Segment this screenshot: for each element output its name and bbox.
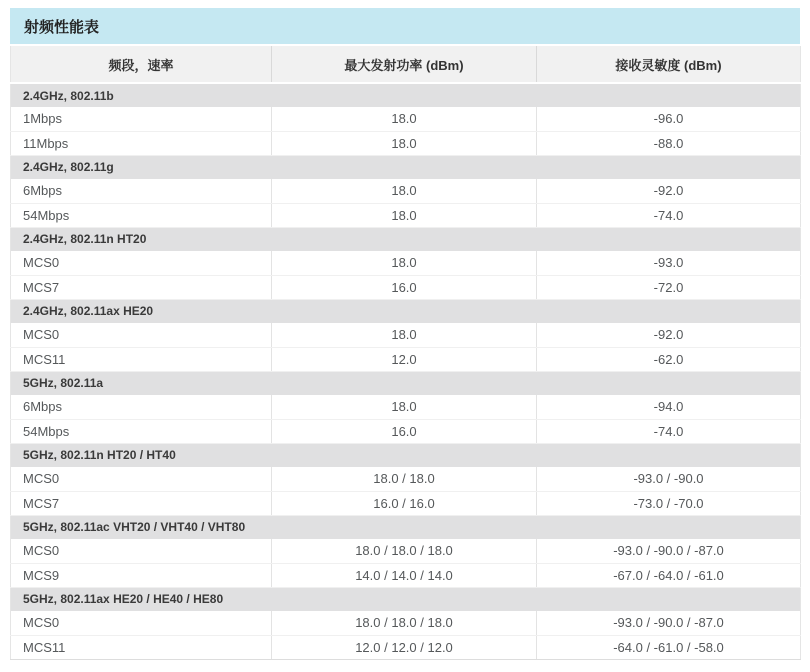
tx-power-cell: 14.0 / 14.0 / 14.0	[272, 563, 537, 587]
sensitivity-cell: -67.0 / -64.0 / -61.0	[537, 563, 801, 587]
table-body	[11, 83, 801, 659]
data-row	[11, 323, 801, 347]
sensitivity-cell: -74.0	[537, 419, 801, 443]
sensitivity-cell: -64.0 / -61.0 / -58.0	[537, 635, 801, 659]
tx-power-cell: 18.0	[272, 395, 537, 419]
sensitivity-cell: -62.0	[537, 347, 801, 371]
rate-cell: MCS0	[11, 467, 272, 491]
table-header	[11, 46, 801, 83]
column-header-rx-sensitivity: 接收灵敏度 (dBm)	[537, 46, 801, 83]
rate-cell: MCS0	[11, 323, 272, 347]
tx-power-cell: 18.0	[272, 323, 537, 347]
rate-cell: MCS0	[11, 611, 272, 635]
tx-power-cell: 18.0	[272, 179, 537, 203]
data-row	[11, 563, 801, 587]
sensitivity-cell: -93.0 / -90.0	[537, 467, 801, 491]
tx-power-cell: 16.0	[272, 419, 537, 443]
data-row	[11, 203, 801, 227]
tx-power-cell: 18.0	[272, 131, 537, 155]
section-row	[11, 587, 801, 611]
section-band-label: 2.4GHz, 802.11ax HE20	[11, 299, 801, 323]
tx-power-cell: 18.0 / 18.0 / 18.0	[272, 611, 537, 635]
data-row	[11, 419, 801, 443]
tx-power-cell: 18.0	[272, 107, 537, 131]
tx-power-cell: 18.0 / 18.0 / 18.0	[272, 539, 537, 563]
data-row	[11, 395, 801, 419]
data-row	[11, 275, 801, 299]
section-band-label: 5GHz, 802.11ac VHT20 / VHT40 / VHT80	[11, 515, 801, 539]
sensitivity-cell: -93.0 / -90.0 / -87.0	[537, 539, 801, 563]
rate-cell: MCS0	[11, 539, 272, 563]
data-row	[11, 539, 801, 563]
tx-power-cell: 12.0 / 12.0 / 12.0	[272, 635, 537, 659]
rate-cell: MCS9	[11, 563, 272, 587]
tx-power-cell: 18.0	[272, 203, 537, 227]
tx-power-cell: 18.0	[272, 251, 537, 275]
data-row	[11, 491, 801, 515]
tx-power-cell: 16.0 / 16.0	[272, 491, 537, 515]
rate-cell: 6Mbps	[11, 179, 272, 203]
rf-performance-table	[10, 46, 801, 660]
data-row	[11, 467, 801, 491]
tx-power-cell: 12.0	[272, 347, 537, 371]
sensitivity-cell: -92.0	[537, 179, 801, 203]
data-row	[11, 131, 801, 155]
section-band-label: 2.4GHz, 802.11g	[11, 155, 801, 179]
sensitivity-cell: -73.0 / -70.0	[537, 491, 801, 515]
section-band-label: 2.4GHz, 802.11n HT20	[11, 227, 801, 251]
sensitivity-cell: -88.0	[537, 131, 801, 155]
sensitivity-cell: -74.0	[537, 203, 801, 227]
sensitivity-cell: -93.0 / -90.0 / -87.0	[537, 611, 801, 635]
section-row	[11, 83, 801, 107]
section-row	[11, 515, 801, 539]
rate-cell: MCS7	[11, 491, 272, 515]
sensitivity-cell: -94.0	[537, 395, 801, 419]
sensitivity-cell: -72.0	[537, 275, 801, 299]
data-row	[11, 611, 801, 635]
rate-cell: MCS7	[11, 275, 272, 299]
rate-cell: 54Mbps	[11, 203, 272, 227]
sensitivity-cell: -93.0	[537, 251, 801, 275]
rate-cell: MCS11	[11, 635, 272, 659]
rate-cell: 11Mbps	[11, 131, 272, 155]
rate-cell: 6Mbps	[11, 395, 272, 419]
rate-cell: 54Mbps	[11, 419, 272, 443]
tx-power-cell: 16.0	[272, 275, 537, 299]
data-row	[11, 179, 801, 203]
rf-performance-panel	[10, 8, 800, 660]
rate-cell: MCS11	[11, 347, 272, 371]
section-row	[11, 443, 801, 467]
sensitivity-cell: -92.0	[537, 323, 801, 347]
column-header-band-rate: 频段，速率	[11, 46, 272, 83]
section-band-label: 5GHz, 802.11a	[11, 371, 801, 395]
tx-power-cell: 18.0 / 18.0	[272, 467, 537, 491]
section-row	[11, 299, 801, 323]
data-row	[11, 107, 801, 131]
data-row	[11, 635, 801, 659]
section-row	[11, 371, 801, 395]
section-band-label: 5GHz, 802.11ax HE20 / HE40 / HE80	[11, 587, 801, 611]
data-row	[11, 251, 801, 275]
sensitivity-cell: -96.0	[537, 107, 801, 131]
table-title: 射频性能表	[10, 8, 800, 46]
section-band-label: 2.4GHz, 802.11b	[11, 83, 801, 107]
rate-cell: 1Mbps	[11, 107, 272, 131]
data-row	[11, 347, 801, 371]
section-row	[11, 155, 801, 179]
column-header-max-tx-power: 最大发射功率 (dBm)	[272, 46, 537, 83]
rate-cell: MCS0	[11, 251, 272, 275]
section-band-label: 5GHz, 802.11n HT20 / HT40	[11, 443, 801, 467]
section-row	[11, 227, 801, 251]
